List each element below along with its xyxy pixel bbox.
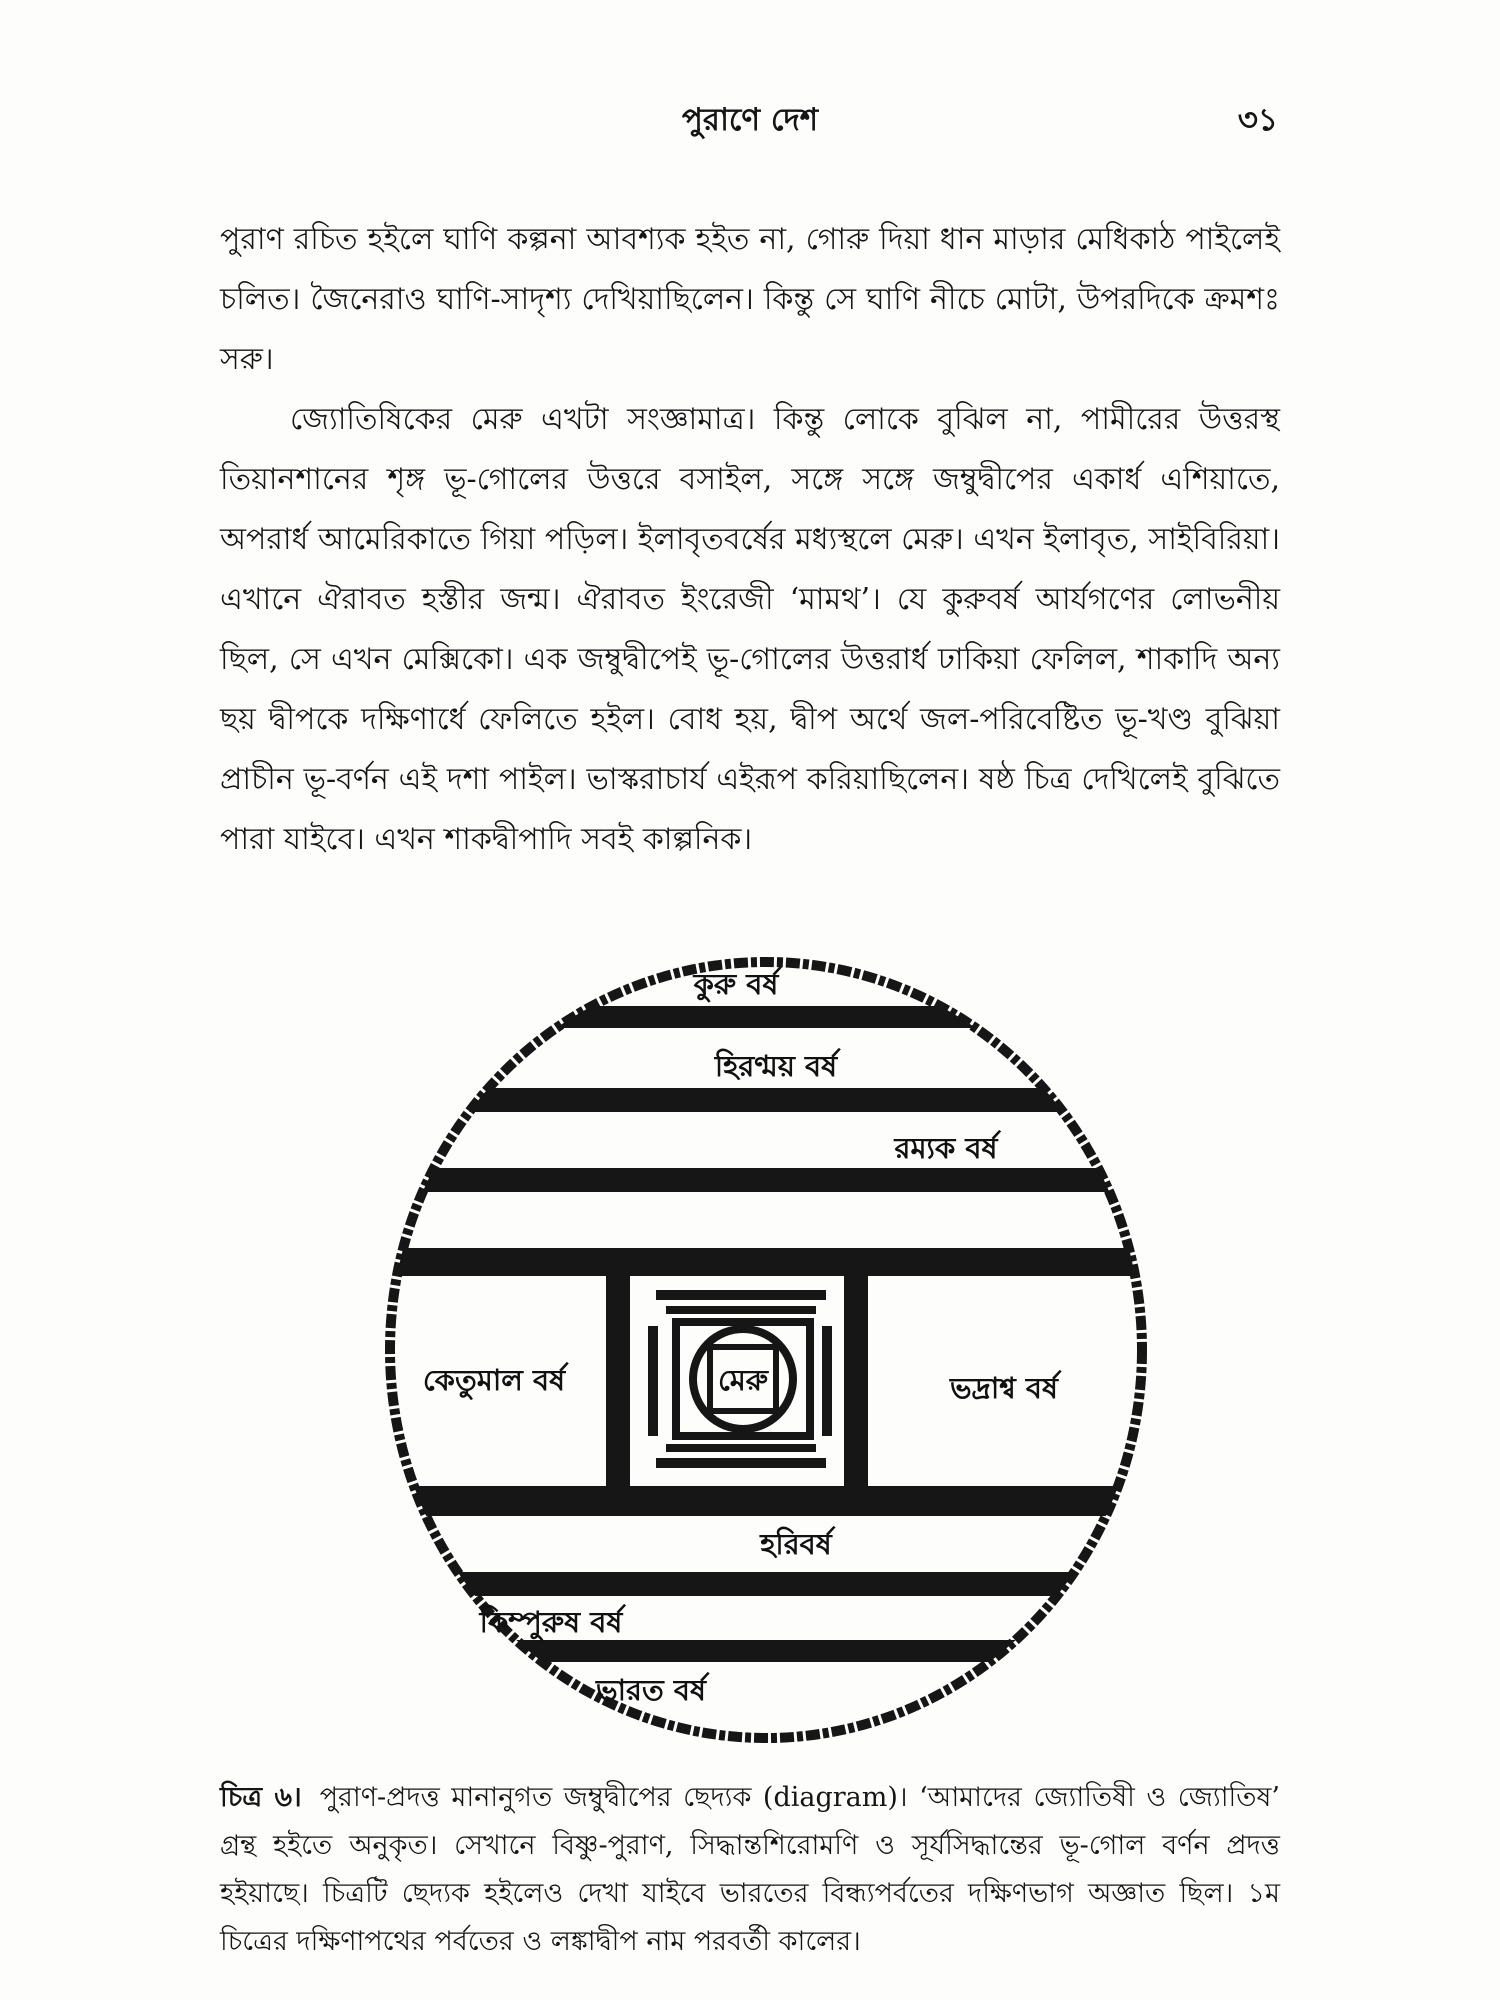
label-kimpurusha: কিম্পুরুষ বর্ষ bbox=[479, 1605, 623, 1639]
label-ramyaka: রম্যক বর্ষ bbox=[894, 1131, 998, 1165]
band-4 bbox=[376, 1248, 1156, 1276]
label-harivarsha: হরিবর্ষ bbox=[760, 1527, 832, 1561]
mountain-stripe-right bbox=[822, 1326, 832, 1436]
band-2 bbox=[376, 1088, 1156, 1112]
mountain-stripe-left bbox=[648, 1326, 658, 1436]
mountain-stripe-bottom-1 bbox=[656, 1458, 826, 1468]
caption-label: চিত্র ৬। bbox=[220, 1782, 302, 1813]
label-bharat: ভারত বর্ষ bbox=[596, 1673, 706, 1707]
jambudvipa-diagram bbox=[376, 950, 1156, 1750]
band-3 bbox=[376, 1168, 1156, 1192]
page-number: ৩১ bbox=[1237, 102, 1278, 138]
paragraph-1: পুরাণ রচিত হইলে ঘাণি কল্পনা আবশ্যক হইত না, গোরু দিয়া ধান মাড়ার মেধিকাঠ পাইলেই চলিত। জৈনেরাও ঘাণি-সাদৃশ্য দেখিয়াছিলেন। কিন্তু সে ঘাণি নীচে মোটা, উপরদিকে ক্রমশঃ সরু। bbox=[220, 222, 1280, 377]
ilavrita-left-bar bbox=[606, 1276, 630, 1486]
label-ketumala: কেতুমাল বর্ষ bbox=[422, 1363, 566, 1397]
label-bhadrashva: ভদ্রাশ্ব বর্ষ bbox=[949, 1371, 1059, 1405]
label-kuru: কুরু বর্ষ bbox=[693, 967, 779, 1001]
label-hiranmaya: হিরণ্ময় বর্ষ bbox=[714, 1049, 838, 1083]
mountain-stripe-bottom-2 bbox=[666, 1444, 816, 1452]
band-6 bbox=[376, 1572, 1156, 1596]
band-5 bbox=[376, 1486, 1156, 1516]
label-meru: মেরু bbox=[717, 1363, 769, 1397]
mountain-stripe-top-1 bbox=[656, 1290, 826, 1300]
ilavrita-right-bar bbox=[844, 1276, 868, 1486]
band-1 bbox=[376, 1006, 1156, 1028]
body-text bbox=[220, 210, 1280, 870]
band-7 bbox=[376, 1640, 1156, 1662]
running-title: পুরাণে দেশ bbox=[681, 102, 819, 138]
caption-text: পুরাণ-প্রদত্ত মানানুগত জম্বুদ্বীপের ছেদ্যক (diagram)। ‘আমাদের জ্যোতিষী ও জ্যোতিষ’ গ্রন্থ হইতে অনুকৃত। সেখানে বিষ্ণু-পুরাণ, সিদ্ধান্তশিরোমণি ও সূর্যসিদ্ধান্তের ভূ-গোল বর্ণন প্রদত্ত হইয়াছে। চিত্রটি ছেদ্যক হইলেও দেখা যাইবে ভারতের বিন্ধ্যপর্বতের দক্ষিণভাগ অজ্ঞাত ছিল। ১ম চিত্রের দক্ষিণাপথের পর্বতের ও লঙ্কাদ্বীপ নাম পরবর্তী কালের। bbox=[220, 1782, 1280, 1957]
paragraph-2: জ্যোতিষিকের মেরু এখটা সংজ্ঞামাত্র। কিন্তু লোকে বুঝিল না, পামীরের উত্তরস্থ তিয়ানশানের শৃঙ্গ ভূ-গোলের উত্তরে বসাইল, সঙ্গে সঙ্গে জম্বুদ্বীপের একার্ধ এশিয়াতে, অপরার্ধ আমেরিকাতে গিয়া পড়িল। ইলাবৃতবর্ষের মধ্যস্থলে মেরু। এখন ইলাবৃত, সাইবিরিয়া। এখানে ঐরাবত হস্তীর জন্ম। ঐরাবত ইংরেজী ‘মামথ’। যে কুরুবর্ষ আর্যগণের লোভনীয় ছিল, সে এখন মেক্সিকো। এক জম্বুদ্বীপেই ভূ-গোলের উত্তরার্ধ ঢাকিয়া ফেলিল, শাকাদি অন্য ছয় দ্বীপকে দক্ষিণার্ধে ফেলিতে হইল। বোধ হয়, দ্বীপ অর্থে জল-পরিবেষ্টিত ভূ-খণ্ড বুঝিয়া প্রাচীন ভূ-বর্ণন এই দশা পাইল। ভাস্করাচার্য এইরূপ করিয়াছিলেন। ষষ্ঠ চিত্র দেখিলেই বুঝিতে পারা যাইবে। এখন শাকদ্বীপাদি সবই কাল্পনিক। bbox=[220, 402, 1280, 857]
mountain-stripe-top-2 bbox=[666, 1306, 816, 1314]
figure-caption bbox=[220, 1774, 1280, 1966]
